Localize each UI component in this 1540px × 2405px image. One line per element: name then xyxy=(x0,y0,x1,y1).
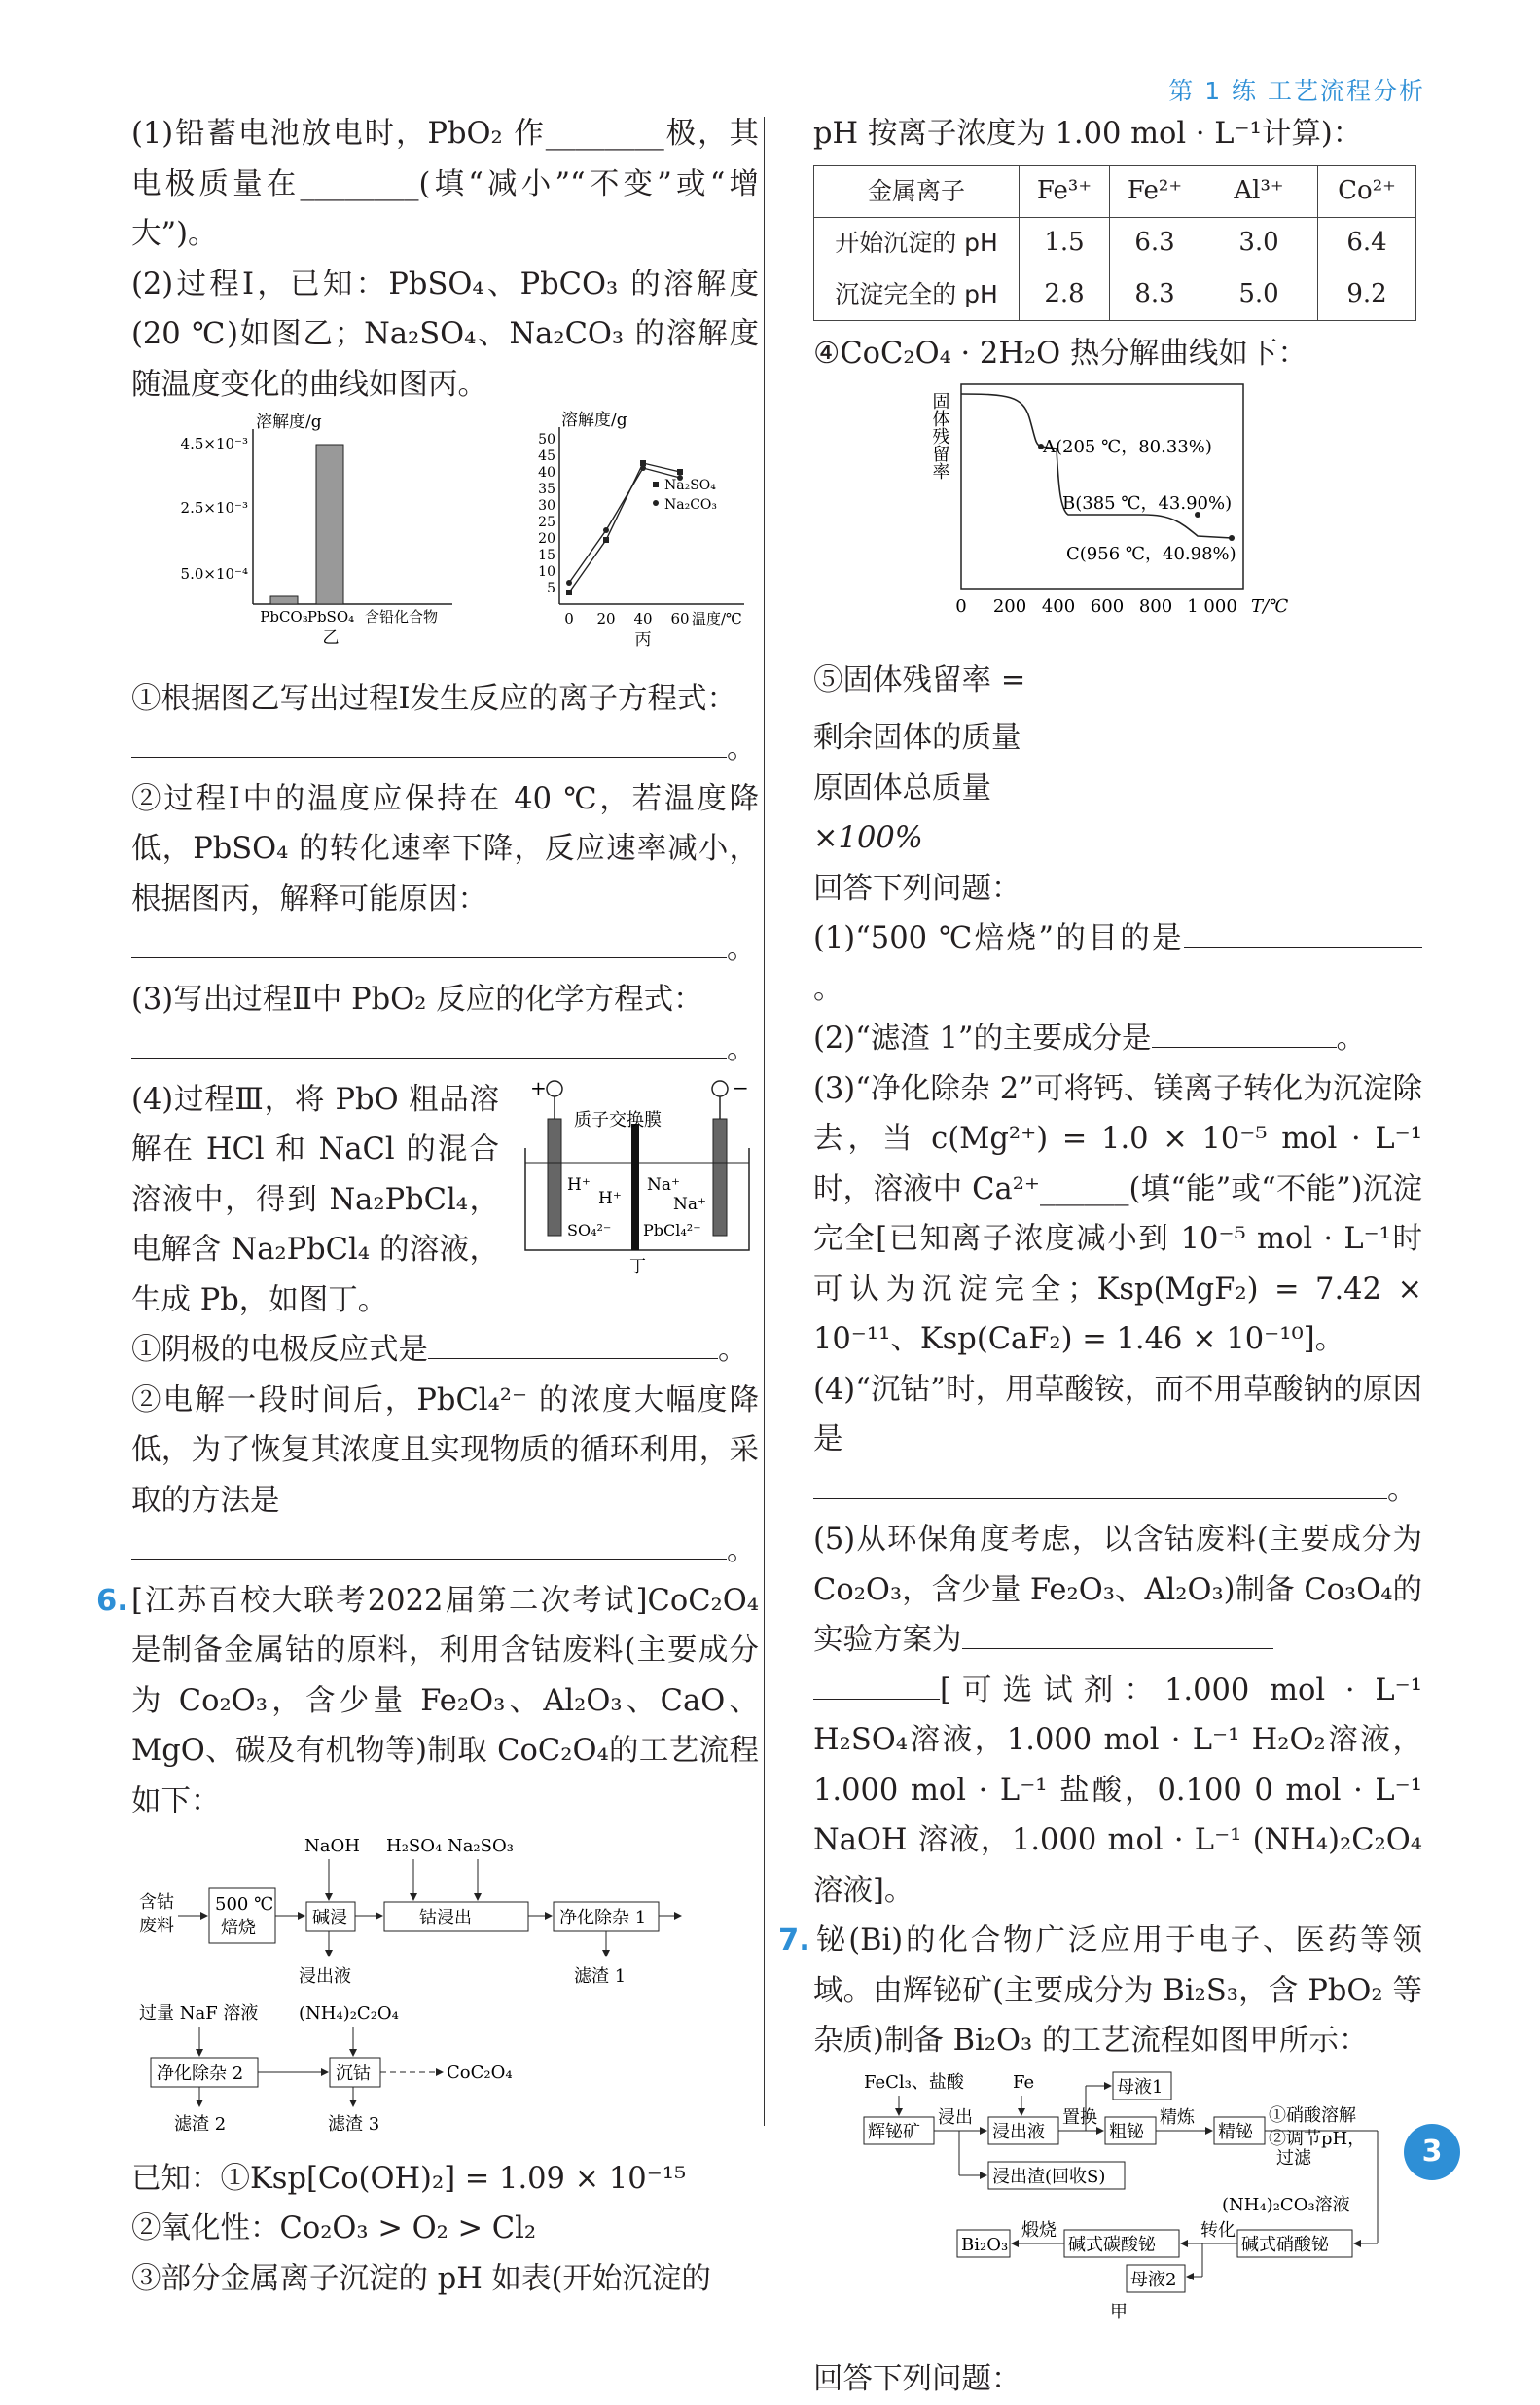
q7-text: 铋(Bi)的化合物广泛应用于电子、医药等领域。由辉铋矿(主要成分为 Bi₂S₃，含 PbO₂ 等杂质)制备 Bi₂O₃ 的工艺流程如图甲所示： xyxy=(813,1923,1422,2058)
tg-ylabel: 固体残留率 xyxy=(929,392,950,480)
q6-3: (3)“净化除杂 2”可将钙、镁离子转化为沉淀除去，当 c(Mg²⁺) = 1.0 × 10⁻⁵ mol · L⁻¹时，溶液中 Ca²⁺______(填“能”或“不能”)沉淀完全[已知离子浓度减小到 10⁻⁵ mol · L⁻¹时可认为沉淀完全；Ksp(MgF₂) = 7.42 × 10⁻¹¹、Ksp(CaF₂) = 1.46 × 10⁻¹⁰]。 xyxy=(813,1071,1422,1356)
minus-sign: − xyxy=(733,1075,749,1099)
bing-ytick: 15 xyxy=(538,548,555,563)
q5-4: (4)过程Ⅲ，将 PbO 粗品溶解在 HCl 和 NaCl 的混合溶液中，得到 Na₂PbCl₄，电解含 Na₂PbCl₄ 的溶液，生成 Pb，如图丁。 xyxy=(131,1082,499,1317)
answer-line: 。 xyxy=(813,1465,1422,1516)
table-cell: 开始沉淀的 pH xyxy=(814,217,1020,269)
f7-b1: 辉铋矿 xyxy=(868,2121,920,2142)
ask: 回答下列问题： xyxy=(813,871,1021,906)
bing-ytick: 40 xyxy=(538,465,555,481)
table-row xyxy=(814,269,1416,320)
tg-xtick-800: 800 xyxy=(1138,596,1173,617)
bing-point xyxy=(603,537,609,543)
q6-5-text: (5)从环保角度考虑，以含钴废料(主要成分为 Co₂O₃，含少量 Fe₂O₃、Al₂O₃)制备 Co₃O₄的实验方案为 xyxy=(813,1523,1422,1657)
q5-part1: (1)铅蓄电池放电时，PbO₂ 作________极，其电极质量在________(填“减小”“不变”或“增大”)。 xyxy=(131,117,759,251)
figure-yi xyxy=(181,413,452,648)
answer-line: 。 xyxy=(131,1526,759,1576)
f7-l1: 浸出 xyxy=(938,2106,973,2128)
figure-ding xyxy=(520,1075,754,1279)
table-row xyxy=(814,217,1416,269)
table-cell: 6.3 xyxy=(1110,217,1200,269)
ion-na2: Na⁺ xyxy=(673,1194,706,1214)
table-cell: 2.8 xyxy=(1020,269,1110,320)
bing-legend-na2so4: Na₂SO₄ xyxy=(664,478,716,493)
q6-2: (2)“滤渣 1”的主要成分是 。 xyxy=(813,1022,1366,1056)
q6-5b xyxy=(813,1666,1422,1917)
bing-ytick: 10 xyxy=(538,564,555,580)
f7-reag3: (NH₄)₂CO₃溶液 xyxy=(1222,2194,1350,2215)
f7-step1: ①硝酸溶解 xyxy=(1269,2104,1356,2126)
flow-chart-6 xyxy=(131,1826,759,2137)
yi-caption: 乙 xyxy=(322,628,340,648)
ion-h2: H⁺ xyxy=(598,1188,622,1208)
q5-2-2: ②过程Ⅰ中的温度应保持在 40 ℃，若温度降低，PbSO₄ 的转化速率下降，反应速率减小，根据图丙，解释可能原因： xyxy=(131,781,759,916)
f6-naoh: NaOH xyxy=(304,1836,360,1856)
fraction-numerator: 剩余固体的质量 xyxy=(813,721,1021,755)
bing-ytick: 20 xyxy=(538,531,555,547)
bing-ytick: 30 xyxy=(538,498,555,514)
f7-m2: 母液2 xyxy=(1130,2269,1177,2290)
f6-b1-1: 500 ℃ xyxy=(215,1894,274,1915)
ion-na1: Na⁺ xyxy=(647,1174,680,1195)
f7-b7: Bi₂O₃ xyxy=(961,2234,1009,2255)
q6-text: [江苏百校大联考2022届第二次考试]CoC₂O₄ 是制备金属钴的原料，利用含钴废料(主要成分为 Co₂O₃，含少量 Fe₂O₃、Al₂O₃、CaO、MgO、碳及有机物等)制取 CoC₂O₄的工艺流程如下： xyxy=(131,1583,759,1818)
q5-2-1: ①根据图乙写出过程Ⅰ发生反应的离子方程式： xyxy=(131,681,737,716)
bing-xtick: 20 xyxy=(596,610,616,628)
table-cell: Co²⁺ xyxy=(1318,165,1416,217)
q6-5 xyxy=(813,1515,1422,1666)
bing-ytick: 25 xyxy=(538,515,555,530)
known-1: 已知：①Ksp[Co(OH)₂] = 1.09 × 10⁻¹⁵ xyxy=(131,2161,687,2196)
f6-b3: 钴浸出 xyxy=(419,1908,472,1928)
q6-2-text: (2)“滤渣 1”的主要成分是 xyxy=(813,1022,1152,1056)
bing-legend-marker xyxy=(653,500,659,506)
yi-cat-1: PbCO₃ xyxy=(260,608,308,626)
known-5-tail: ×100% xyxy=(813,821,923,855)
yi-tick-2: 2.5×10⁻³ xyxy=(180,499,248,517)
f6-start-1: 含钴 xyxy=(139,1892,174,1913)
bing-ytick: 45 xyxy=(538,449,555,464)
ion-pbcl4: PbCl₄²⁻ xyxy=(643,1220,701,1239)
left-column xyxy=(96,109,759,2304)
bing-ytick: 50 xyxy=(538,432,555,448)
ion-so4: SO₄²⁻ xyxy=(567,1220,612,1239)
tg-xtick-1000: 1 000 xyxy=(1187,596,1237,617)
f6-start-2: 废料 xyxy=(139,1916,174,1936)
known-2: ②氧化性：Co₂O₃ > O₂ > Cl₂ xyxy=(131,2211,537,2245)
q5-4-block xyxy=(131,1075,759,1326)
figures-yi-bing xyxy=(131,410,759,658)
bing-legend-marker xyxy=(653,482,659,487)
f6-naf: 过量 NaF 溶液 xyxy=(139,2003,259,2024)
table-row xyxy=(814,165,1416,217)
f6-r3: 滤渣 3 xyxy=(328,2114,380,2135)
f6-reagents: H₂SO₄ Na₂SO₃ xyxy=(386,1836,514,1856)
bing-caption: 丙 xyxy=(634,630,652,650)
ion-ph-table xyxy=(813,165,1416,321)
bing-legend-na2co3: Na₂CO₃ xyxy=(664,497,718,513)
table-cell: 3.0 xyxy=(1200,217,1318,269)
yi-bar-pbso4 xyxy=(316,445,343,604)
bing-ytick: 35 xyxy=(538,482,555,497)
yi-tick-1: 4.5×10⁻³ xyxy=(180,435,248,452)
bing-point xyxy=(603,527,609,533)
q7-number: 7. xyxy=(778,1923,810,1957)
table-cell: Fe²⁺ xyxy=(1110,165,1200,217)
answer-line: 。 xyxy=(131,1024,759,1075)
f7-b3: 粗铋 xyxy=(1109,2121,1144,2142)
f6-leach: 浸出液 xyxy=(299,1966,351,1987)
yi-bar-pbco3 xyxy=(270,596,298,604)
page-number-badge: 3 xyxy=(1404,2124,1460,2180)
flow-chart-7 xyxy=(813,2066,1422,2339)
tg-point-b: B(385 ℃，43.90%) xyxy=(1062,493,1233,514)
q6 xyxy=(96,1576,759,1827)
bing-ylabel: 溶解度/g xyxy=(561,411,627,430)
f7-step2: ②调节pH， xyxy=(1269,2128,1366,2149)
bing-xtick: 40 xyxy=(633,610,653,628)
f7-l2: 置换 xyxy=(1062,2106,1097,2128)
answer-line: 。 xyxy=(131,924,759,975)
f7-l3: 精炼 xyxy=(1160,2106,1195,2128)
bing-series-na2co3 xyxy=(569,468,680,583)
q5-part2: (2)过程Ⅰ，已知：PbSO₄、PbCO₃ 的溶解度(20 ℃)如图乙；Na₂SO₄、Na₂CO₃ 的溶解度随温度变化的曲线如图丙。 xyxy=(131,267,759,402)
table-cell: 8.3 xyxy=(1110,269,1200,320)
q5-4-1-text: ①阴极的电极反应式是 xyxy=(131,1333,428,1367)
membrane-label: 质子交换膜 xyxy=(574,1109,662,1131)
q5-3: (3)写出过程Ⅱ中 PbO₂ 反应的化学方程式： xyxy=(131,982,703,1017)
q6-5b-text: [可选试剂：1.000 mol · L⁻¹ H₂SO₄溶液，1.000 mol · L⁻¹ H₂O₂溶液，1.000 mol · L⁻¹ 盐酸，0.100 0 mol · L⁻¹ NaOH 溶液，1.000 mol · L⁻¹ (NH₄)₂C₂O₄溶液]。 xyxy=(813,1672,1422,1908)
yi-ylabel: 溶解度/g xyxy=(256,413,322,432)
f7-reag2: Fe xyxy=(1013,2071,1035,2093)
tg-xtick-0: 0 xyxy=(955,596,967,617)
known-5 xyxy=(813,656,1422,706)
tg-xtick-600: 600 xyxy=(1090,596,1125,617)
known-3: ③部分金属离子沉淀的 pH 如表(开始沉淀的 xyxy=(131,2261,711,2296)
f6-r2: 滤渣 2 xyxy=(174,2114,227,2135)
q6-4: (4)“沉钴”时，用草酸铵，而不用草酸钠的原因是 xyxy=(813,1372,1422,1456)
table-cell: 1.5 xyxy=(1020,217,1110,269)
f6-b1-2: 焙烧 xyxy=(221,1918,256,1938)
bing-point xyxy=(677,469,683,475)
table-cell: 金属离子 xyxy=(814,165,1020,217)
f7-caption: 甲 xyxy=(1110,2301,1128,2322)
right-column xyxy=(778,109,1422,2405)
f6-b2: 碱浸 xyxy=(312,1908,347,1928)
f6-b6: 沉钴 xyxy=(336,2064,371,2084)
q6-1-text: (1)“500 ℃焙烧”的目的是 xyxy=(813,921,1184,955)
bing-xlabel: 温度/℃ xyxy=(692,610,742,628)
bing-point xyxy=(640,465,646,471)
known-5-lead: ⑤固体残留率 = xyxy=(813,663,1026,698)
q5-4-1: ①阴极的电极反应式是 。 xyxy=(131,1333,748,1367)
table-cell: Fe³⁺ xyxy=(1020,165,1110,217)
ion-h1: H⁺ xyxy=(567,1174,591,1195)
f6-product: CoC₂O₄ xyxy=(447,2063,513,2083)
tg-xtick-400: 400 xyxy=(1041,596,1076,617)
q5-4-2: ②电解一段时间后，PbCl₄²⁻ 的浓度大幅度降低，为了恢复其浓度且实现物质的循环利用，采取的方法是 xyxy=(131,1382,759,1518)
bing-xtick: 0 xyxy=(564,610,574,628)
q6-number: 6. xyxy=(96,1583,128,1618)
answer-line: 。 xyxy=(131,724,759,774)
bing-ytick: 5 xyxy=(547,581,555,596)
f6-r1: 滤渣 1 xyxy=(574,1966,627,1987)
bing-series-na2so4 xyxy=(569,463,680,592)
f7-step2b: 过滤 xyxy=(1276,2147,1311,2169)
table-cell: 9.2 xyxy=(1318,269,1416,320)
column-divider xyxy=(764,117,765,2126)
ding-caption: 丁 xyxy=(629,1256,646,1276)
f7-l5: 煅烧 xyxy=(1021,2219,1057,2241)
yi-tick-3: 5.0×10⁻⁴ xyxy=(180,565,248,583)
tg-xtick-200: 200 xyxy=(992,596,1027,617)
tg-point-c: C(956 ℃，40.98%) xyxy=(1066,544,1236,564)
tg-xlabel: T/℃ xyxy=(1251,596,1289,617)
q7 xyxy=(778,1916,1422,2066)
known-4: ④CoC₂O₄ · 2H₂O 热分解曲线如下： xyxy=(813,336,1307,371)
table-cell: Al³⁺ xyxy=(1200,165,1318,217)
f7-reag1: FeCl₃、盐酸 xyxy=(864,2071,964,2093)
q6-1: (1)“500 ℃焙烧”的目的是。 xyxy=(813,914,1422,1014)
known-3b: pH 按离子浓度为 1.00 mol · L⁻¹计算)： xyxy=(813,117,1363,151)
table-cell: 沉淀完全的 pH xyxy=(814,269,1020,320)
yi-xlabel: 含铅化合物 xyxy=(365,608,439,626)
bing-xtick: 60 xyxy=(670,610,690,628)
f7-b4: 精铋 xyxy=(1218,2121,1253,2142)
f7-m1: 母液1 xyxy=(1117,2076,1164,2098)
f7-b6: 碱式碳酸铋 xyxy=(1068,2234,1156,2255)
page-header: 第 1 练 工艺流程分析 xyxy=(1168,77,1425,105)
f7-res: 浸出渣(回收S) xyxy=(992,2166,1106,2187)
table-cell: 5.0 xyxy=(1200,269,1318,320)
fraction-denominator: 原固体总质量 xyxy=(813,771,991,806)
yi-cat-2: PbSO₄ xyxy=(306,608,355,626)
f6-nh4: (NH₄)₂C₂O₄ xyxy=(299,2003,399,2024)
bing-point xyxy=(566,580,572,586)
figure-bing xyxy=(538,411,744,650)
f7-b5: 碱式硝酸铋 xyxy=(1241,2234,1329,2255)
table-cell: 6.4 xyxy=(1318,217,1416,269)
tg-curve xyxy=(813,378,1422,631)
plus-sign: + xyxy=(530,1075,547,1099)
f6-b5: 净化除杂 2 xyxy=(157,2064,244,2084)
f7-b2: 浸出液 xyxy=(992,2121,1045,2142)
f7-l4: 转化 xyxy=(1200,2219,1236,2241)
ask-2: 回答下列问题： xyxy=(813,2362,1021,2396)
f6-b4: 净化除杂 1 xyxy=(559,1908,647,1928)
tg-point-a: A(205 ℃，80.33%) xyxy=(1043,437,1212,457)
bing-point xyxy=(566,590,572,595)
